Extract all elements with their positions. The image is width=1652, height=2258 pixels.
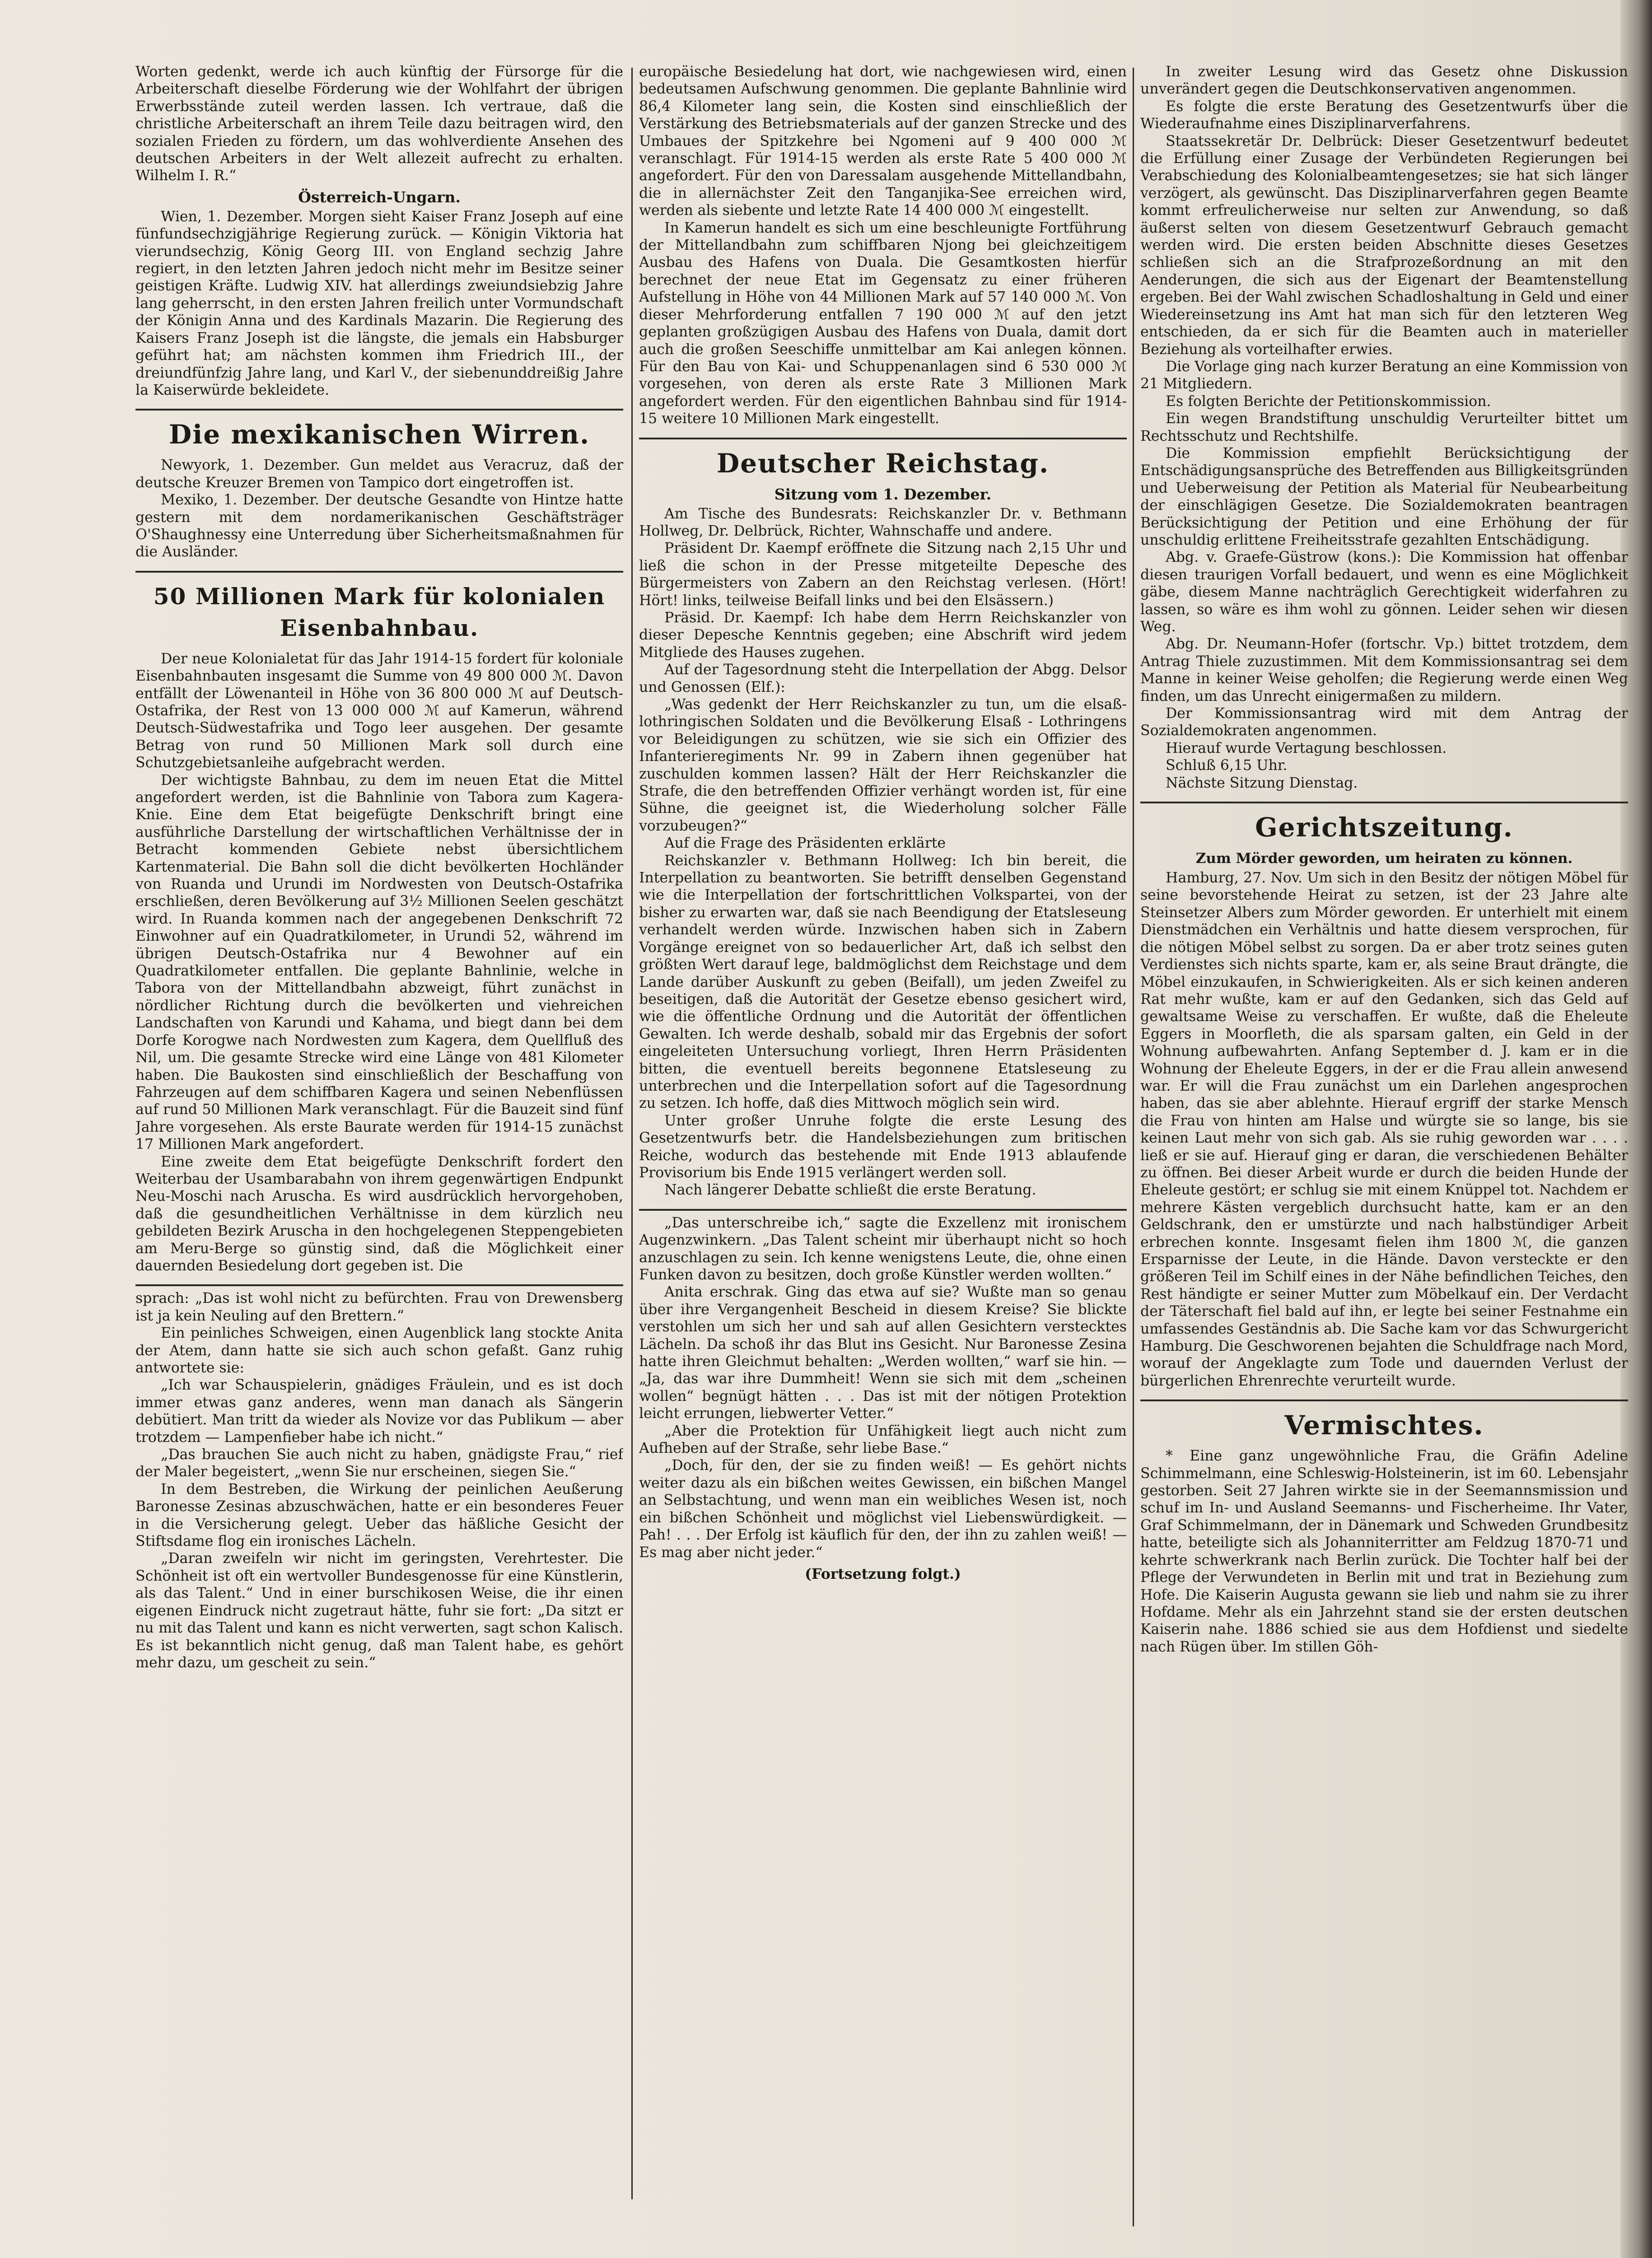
article-paragraph: Hamburg, 27. Nov. Um sich in den Besitz der nötigen Möbel für seine bevorstehende Heirat zu setzen, ist der 23 Jahre alte Steinsetzer Albers zum Mörder geworden. Er unterhielt mit einem Dienstmädchen ein Verhältnis und hatte diesem versprochen, für die nötigen Möbel selbst zu sorgen. Da er aber trotz seines guten Verdienstes sich nichts sparte, kam er, als seine Braut drängte, die Möbel einzukaufen, in Schwierigkeiten. Als er sich keinen anderen Rat mehr wußte, kam er auf den Gedanken, sich das Geld auf gewaltsame Weise zu verschaffen. Er wußte, daß die Eheleute Eggers in Moorfleth, die als sparsam galten, ein Geld in der Wohnung aufbewahrten. Anfang September d. J. kam er in die Wohnung der Eheleute Eggers, in der er die Frau allein anwesend war. Er will die Frau zunächst um ein Darlehen angesprochen haben, das sie aber ablehnte. Hierauf ergriff der starke Mensch die Frau von hinten am Halse und würgte sie so lange, bis sie keinen Laut mehr von sich gab. Als sie ruhig geworden war . . . . ließ er sie auf. Hierauf ging er daran, die verschiedenen Behälter zu öffnen. Bei dieser Arbeit wurde er durch die beiden Hunde der Eheleute gestört; er schlug sie mit einem Knüppel tot. Nachdem er mehrere Kästen vergeblich durchsucht hatte, kam er an den Geldschrank, den er umstürzte und nach halbstündiger Arbeit erbrechen konnte. Insgesamt fielen ihm 1800 ℳ, die ganzen Ersparnisse der Leute, in die Hände. Davon versteckte er den größeren Teil im Schilf eines in der Nähe befindlichen Teiches, den Rest händigte er seiner Mutter zum Möbelkauf ein. Der Verdacht der Täterschaft fiel bald auf ihn, er legte bei seiner Festnahme ein umfassendes Geständnis ab. Die Sache kam vor das Schwurgericht Hamburg. Die Geschworenen bejahten die Schuldfrage nach Mord, worauf der Angeklagte zum Tode und dauernden Verlust der bürgerlichen Ehrenrechte verurteilt wurde. (1140, 870, 1628, 1389)
feuilleton-paragraph: „Aber die Protektion für Unfähigkeit liegt auch nicht zum Aufheben auf der Straße, sehr liebe Base.“ (639, 1423, 1127, 1457)
feuilleton-rule (639, 1209, 1127, 1211)
column-divider (1133, 68, 1134, 2226)
section-rule (639, 438, 1127, 439)
article-paragraph: Ein wegen Brandstiftung unschuldig Verurteilter bittet um Rechtsschutz und Rechtshilfe. (1140, 411, 1628, 444)
continuation-note: (Fortsetzung folgt.) (805, 1565, 961, 1582)
article-paragraph: Unter großer Unruhe folgte die erste Lesung des Gesetzentwurfs betr. die Handelsbeziehungen zum britischen Reiche, wodurch das bestehende mit Ende 1913 ablaufende Provisorium bis Ende 1915 verlängert werden soll. (639, 1112, 1127, 1181)
headline-misc: Vermischtes. (1284, 1410, 1484, 1441)
feuilleton-paragraph: „Doch, für den, der sie zu finden weiß! — Es gehört nichts weiter dazu als ein bißchen weites Gewissen, ein bißchen Mangel an Selbstachtung, und wenn man ein weibliches Wesen ist, noch ein bißchen Schönheit und möglichst viel Liebenswürdigkeit. — Pah! . . . Der Erfolg ist käuflich für den, der ihn zu zahlen weiß! — Es mag aber nicht jeder.“ (639, 1457, 1127, 1561)
feuilleton-paragraph: Ein peinliches Schweigen, einen Augenblick lang stockte Anita der Atem, dann hatte sie sich auch schon gefaßt. Ganz ruhig antwortete sie: (135, 1325, 623, 1376)
article-paragraph: Der Kommissionsantrag wird mit dem Antrag der Sozialdemokraten angenommen. (1140, 705, 1628, 739)
article-paragraph: Staatssekretär Dr. Delbrück: Dieser Gesetzentwurf bedeutet die Erfüllung einer Zusage der Verbündeten Regierungen bei Verabschiedung des Kolonialbeamtengesetzes; sie hat sich länger verzögert, als gewünscht. Das Disziplinarverfahren gegen Beamte kommt erfreulicherweise nur selten zur Anwendung, so daß äußerst selten von diesem Gesetzentwurf Gebrauch gemacht werden wird. Die ersten beiden Abschnitte dieses Gesetzes schließen sich an die Strafprozeßordnung an mit den Aenderungen, die sich aus der Eigenart der Beamtenstellung ergeben. Bei der Wahl zwischen Schadloshaltung in Geld und einer Wiedereinsetzung ins Amt hat man sich für den letzteren Weg entschieden, da er sich für die Beamten auch in materieller Beziehung als vorteilhafter erwies. (1140, 133, 1628, 358)
article-paragraph: europäische Besiedelung hat dort, wie nachgewiesen wird, einen bedeutsamen Aufschwung genommen. Die geplante Bahnlinie wird 86,4 Kilometer lang sein, die Kosten sind einschließlich der Verstärkung des Betriebsmaterials auf der ganzen Strecke und des Umbaues der Spitzkehre bei Ngomeni auf 9 400 000 ℳ veranschlagt. Für 1914-15 werden als erste Rate 5 400 000 ℳ angefordert. Für den von Daressalam ausgehende Mittellandbahn, die in allernächster Zeit den Tanganjika-See erreichen wird, werden als siebente und letzte Rate 14 400 000 ℳ eingestellt. (639, 64, 1127, 219)
article-paragraph: Auf die Frage des Präsidenten erklärte (664, 835, 946, 852)
section-rule (1140, 802, 1628, 803)
feuilleton-paragraph: Anita erschrak. Ging das etwa auf sie? Wußte man so genau über ihre Vergangenheit Bescheid in diesem Kreise? Sie blickte verstohlen um sich her und sah auf allen Gesichtern verstecktes Lächeln. Da schoß ihr das Blut ins Gesicht. Nur Baronesse Zesina hatte ihren Gleichmut behalten: „Werden wollten,“ warf sie hin. — „Ja, das war ihre Dummheit! Wenn sie sich mit dem „scheinen wollen“ begnügt hätten . . . Das ist mit der nötigen Protektion leicht errungen, liebwerter Vetter.“ (639, 1284, 1127, 1422)
article-paragraph: Wien, 1. Dezember. Morgen sieht Kaiser Franz Joseph auf eine fünfundsechzigjährige Regierung zurück. — Königin Viktoria hat vierundsechzig, König Georg III. von England sechzig Jahre regiert, in den letzten Jahren jedoch nicht mehr im Besitze seiner geistigen Kräfte. Ludwig XIV. hat allerdings zweiundsiebzig Jahre lang geherrscht, in den ersten Jahren freilich unter Vormundschaft der Königin Anna und des Kardinals Mazarin. Die Regierung des Kaisers Franz Joseph ist die längste, die jemals ein Habsburger geführt hat; am nächsten kommen ihm Friedrich III., der dreiundfünfzig Jahre lang, und Karl V., der siebenunddreißig Jahre la Kaiserwürde bekleidete. (135, 208, 623, 398)
article-paragraph: Worten gedenkt, werde ich auch künftig der Fürsorge für die Arbeiterschaft dieselbe Förderung wie der Wohlfahrt der übrigen Erwerbsstände zuteil werden lassen. Ich vertraue, daß die christliche Arbeiterschaft an ihrem Teile dazu beitragen wird, den sozialen Frieden zu fördern, um das wohlverdiente Ansehen des deutschen Arbeiters in der Welt allezeit aufrecht zu erhalten. Wilhelm I. R.“ (135, 64, 623, 184)
feuilleton-rule (135, 1284, 623, 1286)
column-3 (1140, 63, 1628, 2222)
article-paragraph: In zweiter Lesung wird das Gesetz ohne Diskussion unverändert gegen die Deutschkonservativen angenommen. (1140, 64, 1628, 98)
article-paragraph: Newyork, 1. Dezember. Gun meldet aus Veracruz, daß der deutsche Kreuzer Bremen von Tampico dort eingetroffen ist. (135, 457, 623, 491)
article-paragraph: In Kamerun handelt es sich um eine beschleunigte Fortführung der Mittellandbahn zum schiffbaren Njong bei gleichzeitigem Ausbau des Hafens von Duala. Die Gesamtkosten hierfür berechnet der neue Etat im Gegensatz zu einer früheren Aufstellung in Höhe von 44 Millionen Mark auf 57 140 000 ℳ. Von dieser Mehrforderung entfallen 7 190 000 ℳ auf den jetzt geplanten großzügigen Ausbau des Hafens von Duala, damit dort auch die großen Seeschiffe unmittelbar am Kai anlegen können. Für den Bau von Kai- und Schuppenanlagen sind 6 530 000 ℳ vorgesehen, von deren als erste Rate 3 Millionen Mark angefordert werden. Für den eigentlichen Bahnbau sind für 1914-15 weitere 10 Millionen Mark eingestellt. (639, 219, 1127, 427)
article-paragraph: Hierauf wurde Vertagung beschlossen. (1166, 740, 1447, 756)
article-paragraph: „Was gedenkt der Herr Reichskanzler zu tun, um die elsaß-lothringischen Soldaten und die Bevölkerung Elsaß - Lothringens vor Beleidigungen zu schützen, wie sie sich ein Offizier des Infanterieregiments Nr. 99 in Zabern ihnen gegenüber hat zuschulden kommen lassen? Hält der Herr Reichskanzler die Strafe, die den betreffenden Offizier verhängt worden ist, für eine Sühne, die geeignet ist, die Wiederholung solcher Fälle vorzubeugen?“ (639, 696, 1127, 834)
article-paragraph: Am Tische des Bundesrats: Reichskanzler Dr. v. Bethmann Hollweg, Dr. Delbrück, Richter, Wahnschaffe und andere. (639, 505, 1127, 539)
article-paragraph: Die Kommission empfiehlt Berücksichtigung der Entschädigungsansprüche des Betreffenden aus Billigkeitsgründen und Ueberweisung der Petition als Material für Neubearbeitung der einschlägigen Gesetze. Die Sozialdemokraten beantragen Berücksichtigung der Petition und eine Erhöhung der für unschuldig erlittene Freiheitsstrafe gezahlten Entschädigung. (1140, 445, 1628, 548)
article-paragraph: Mexiko, 1. Dezember. Der deutsche Gesandte von Hintze hatte gestern mit dem nordamerikanischen Geschäftsträger O'Shaughnessy eine Unterredung über Sicherheitsmaßnahmen für die Ausländer. (135, 492, 623, 560)
article-paragraph: Es folgten Berichte der Petitionskommission. (1166, 393, 1491, 410)
section-rule (135, 409, 623, 411)
article-paragraph: Abg. v. Graefe-Güstrow (kons.): Die Kommission hat offenbar diesen traurigen Vorfall bedauert, und wenn es eine Möglichkeit gäbe, diesem Manne nachträglich Gerechtigkeit widerfahren zu lassen, so wäre es ihm wohl zu gönnen. Leider sehen wir diesen Weg. (1140, 549, 1628, 635)
section-heading-austria: Österreich-Ungarn. (298, 188, 461, 206)
headline-railway: 50 Millionen Mark für kolonialen Eisenbahnbau. (153, 583, 606, 641)
feuilleton-paragraph: In dem Bestreben, die Wirkung der peinlichen Aeußerung Baronesse Zesinas abzuschwächen, hatte er ein besonderes Feuer in die Versicherung gelegt. Ueber das häßliche Gesicht der Stiftsdame flog ein ironisches Lächeln. (135, 1481, 623, 1550)
article-paragraph: Es folgte die erste Beratung des Gesetzentwurfs über die Wiederaufnahme eines Disziplinarverfahrens. (1140, 98, 1628, 132)
article-paragraph: Reichskanzler v. Bethmann Hollweg: Ich bin bereit, die Interpellation zu beantworten. Sie betrifft denselben Gegenstand wie die Interpellation der fortschrittlichen Volkspartei, von der bisher zu erwarten war, daß sie nach Beendigung der Etatsleseung verhandelt werden würde. Inzwischen haben sich in Zabern Vorgänge ereignet von so bedauerlicher Art, daß ich selbst den größten Wert darauf lege, baldmöglichst dem Reichstage und dem Lande darüber Auskunft zu geben (Beifall), um jeden Zweifel zu beseitigen, daß die Autorität der Gesetze ebenso gesichert wird, wie die öffentliche Ordnung und die Autorität der öffentlichen Gewalten. Ich werde deshalb, sobald mir das Ergebnis der sofort eingeleiteten Untersuchung vorliegt, Ihren Herrn Präsidenten bitten, die eventuell bereits begonnene Etatsleseung zu unterbrechen und die Interpellation sofort auf die Tagesordnung zu setzen. Ich hoffe, daß dies Mittwoch möglich sein wird. (639, 852, 1127, 1112)
column-divider (631, 68, 633, 2199)
feuilleton-paragraph: „Daran zweifeln wir nicht im geringsten, Verehrtester. Die Schönheit ist oft ein wertvoller Bundesgenosse für eine Künstlerin, als das Talent.“ Und in einer burschikosen Weise, die ihr einen eigenen Eindruck nicht zugetraut hätte, fuhr sie fort: „Da sitzt er nu mit das Talent und kann es nicht verwerten, sagt schon Kalisch. Es ist bekanntlich nicht genug, daß man Talent habe, es gehört mehr dazu, um gescheit zu sein.“ (135, 1550, 623, 1671)
section-rule (1140, 1400, 1628, 1401)
article-paragraph: Schluß 6,15 Uhr. (1166, 757, 1288, 774)
article-paragraph: Der wichtigste Bahnbau, zu dem im neuen Etat die Mittel angefordert werden, ist die Bahnlinie von Tabora zum Kagera-Knie. Eine dem Etat beigefügte Denkschrift bringt eine ausführliche Darstellung der wirtschaftlichen Verhältnisse der in Betracht kommenden Gebiete nebst übersichtlichem Kartenmaterial. Die Bahn soll die dicht bevölkerten Hochländer von Ruanda und Urundi im Nordwesten von Deutsch-Ostafrika erschließen, deren Bevölkerung auf 3½ Millionen Seelen geschätzt wird. In Ruanda kommen nach der angegebenen Denkschrift 72 Einwohner auf ein Quadratkilometer, in Urundi 52, während im übrigen Deutsch-Ostafrika nur 4 Bewohner auf ein Quadratkilometer entfallen. Die geplante Bahnlinie, welche in Tabora von der Mittellandbahn abzweigt, führt zunächst in nördlicher Richtung durch die bevölkerten und viehreichen Landschaften von Karundi und Kahama, und biegt dann bei dem Dorfe Korogwe nach Nordwesten zum Kagera, dem Quellfluß des Nil, um. Die gesamte Strecke wird eine Länge von 481 Kilometer haben. Die Baukosten sind einschließlich der Beschaffung von Fahrzeugen auf dem schiffbaren Kagera und seinen Nebenflüssen auf rund 50 Millionen Mark veranschlagt. Für die Bauzeit sind fünf Jahre vorgesehen. Als erste Baurate werden für 1914-15 zunächst 17 Millionen Mark angefordert. (135, 772, 623, 1153)
article-paragraph: Präsident Dr. Kaempf eröffnete die Sitzung nach 2,15 Uhr und ließ die schon in der Presse mitgeteilte Depesche des Bürgermeisters von Zabern an den Reichstag verlesen. (Hört! Hört! links, teilweise Beifall links und bei den Elsässern.) (639, 540, 1127, 609)
article-paragraph: Der neue Kolonialetat für das Jahr 1914-15 fordert für koloniale Eisenbahnbauten insgesamt die Summe von 49 800 000 ℳ. Davon entfällt der Löwenanteil in Höhe von 36 800 000 ℳ auf Deutsch-Ostafrika, der Rest von 13 000 000 ℳ auf Kamerun, während Deutsch-Südwestafrika und Togo leer ausgehen. Der gesamte Betrag von rund 50 Millionen Mark soll durch eine Schutzgebietsanleihe aufgebracht werden. (135, 650, 623, 771)
court-subheading: Zum Mörder geworden, um heiraten zu können. (1195, 850, 1573, 867)
article-paragraph: Präsid. Dr. Kaempf: Ich habe dem Herrn Reichskanzler von dieser Depesche Kenntnis gegeben; eine Abschrift wird jedem Mitgliede des Hauses zugehen. (639, 609, 1127, 661)
article-paragraph: Nach längerer Debatte schließt die erste Beratung. (664, 1182, 1036, 1199)
feuilleton-paragraph: „Das brauchen Sie auch nicht zu haben, gnädigste Frau,“ rief der Maler begeistert, „wenn Sie nur erscheinen, siegen Sie.“ (135, 1446, 623, 1480)
headline-mexico: Die mexikanischen Wirren. (168, 419, 590, 450)
article-paragraph: Eine zweite dem Etat beigefügte Denkschrift fordert den Weiterbau der Usambarabahn von ihrem gegenwärtigen Endpunkt Neu-Moschi nach Aruscha. Es wird ausdrücklich hervorgehoben, daß die gesundheitlichen Verhältnisse in dem kürzlich neu gebildeten Bezirk Aruscha in den hochgelegenen Steppengebieten am Meru-Berge so günstig sind, daß die Möglichkeit einer dauernden Besiedelung dort gegeben ist. Die (135, 1153, 623, 1274)
feuilleton-paragraph: „Das unterschreibe ich,“ sagte die Exzellenz mit ironischem Augenzwinkern. „Das Talent scheint mir überhaupt nicht so hoch anzuschlagen zu sein. Ich kenne wenigstens Leute, die, ohne einen Funken davon zu besitzen, doch große Künstler werden wollten.“ (639, 1214, 1127, 1283)
session-subheading: Sitzung vom 1. Dezember. (774, 485, 992, 503)
headline-court: Gerichtszeitung. (1255, 812, 1513, 843)
article-paragraph: Nächste Sitzung Dienstag. (1166, 774, 1358, 791)
column-1 (135, 63, 623, 2222)
article-paragraph: * Eine ganz ungewöhnliche Frau, die Gräfin Adeline Schimmelmann, eine Schleswig-Holsteinerin, ist im 60. Lebensjahr gestorben. Seit 27 Jahren wirkte sie in der Seemannsmission und schuf im In- und Ausland Seemanns- und Fischerheime. Ihr Vater, Graf Schimmelmann, der in Dänemark und Schweden Grundbesitz hatte, beteiligte sich als Johanniterritter am Feldzug 1870-71 und kehrte schwerkrank nach Berlin zurück. Die Tochter half bei der Pflege der Verwundeten in Berlin mit und trat in Beziehung zum Hofe. Die Kaiserin Augusta gewann sie lieb und nahm sie zu ihrer Hofdame. Mehr als ein Jahrzehnt stand sie der ersten deutschen Kaiserin nahe. 1886 schied sie aus dem Hofdienst und siedelte nach Rügen über. Im stillen Göh- (1140, 1448, 1628, 1655)
article-paragraph: Auf der Tagesordnung steht die Interpellation der Abgg. Delsor und Genossen (Elf.): (639, 662, 1127, 695)
headline-reichstag: Deutscher Reichstag. (716, 448, 1050, 479)
section-rule (135, 571, 623, 573)
feuilleton-paragraph: sprach: „Das ist wohl nicht zu befürchten. Frau von Drewensberg ist ja kein Neuling auf den Brettern.“ (135, 1290, 623, 1324)
article-paragraph: Abg. Dr. Neumann-Hofer (fortschr. Vp.) bittet trotzdem, dem Antrag Thiele zuzustimmen. Mit dem Kommissionsantrag sei dem Manne in keiner Weise geholfen; die Regierung werde einen Weg finden, um das Unrecht einigermaßen zu mildern. (1140, 636, 1628, 704)
article-paragraph: Die Vorlage ging nach kurzer Beratung an eine Kommission von 21 Mitgliedern. (1140, 358, 1628, 392)
feuilleton-paragraph: „Ich war Schauspielerin, gnädiges Fräulein, und es ist doch immer etwas ganz anderes, wenn man danach als Sängerin debütiert. Man tritt da wieder als Novize vor das Publikum — aber trotzdem — Lampenfieber habe ich nicht.“ (135, 1377, 623, 1446)
column-2 (639, 63, 1127, 2222)
